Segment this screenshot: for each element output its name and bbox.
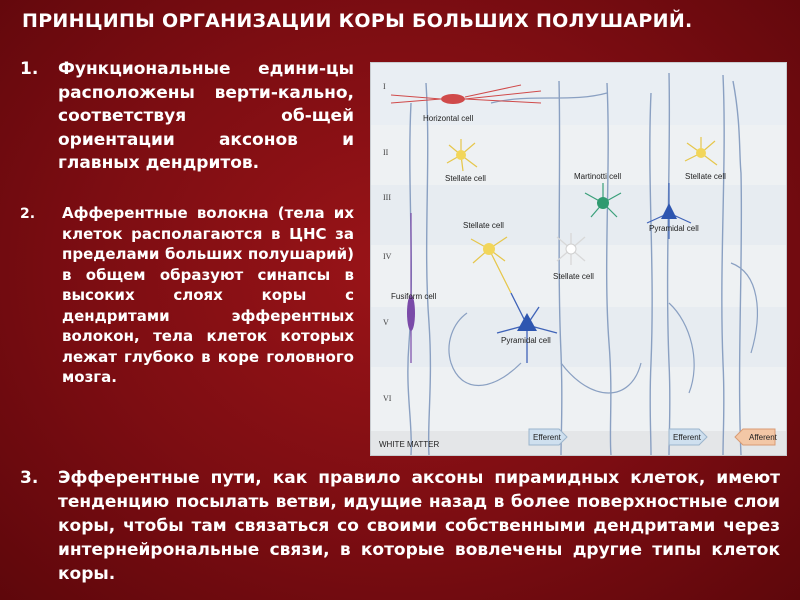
layer-label-2: II: [383, 148, 389, 157]
cortex-diagram-svg: [371, 63, 786, 455]
point-1-number: 1.: [20, 59, 39, 79]
label-pyramidal-right: Pyramidal cell: [649, 224, 699, 233]
label-horizontal-cell: Horizontal cell: [423, 114, 474, 123]
label-pyramidal-center: Pyramidal cell: [501, 336, 551, 345]
layer-label-6: VI: [383, 394, 392, 403]
point-3-text: Эфферентные пути, как правило аксоны пирамидных клеток, имеют тенденцию посылать ветви, идущие назад в более поверхностные слои коры, чтобы там связаться со своими собственными дендритами через интернейрональные связи, в которые вовлечены другие типы клеток коры.: [58, 468, 780, 584]
point-2-number: 2.: [20, 206, 36, 222]
point-1: [20, 58, 354, 176]
label-stellate-low: Stellate cell: [553, 272, 594, 281]
label-efferent-right: Efferent: [673, 433, 701, 442]
label-stellate-top-left: Stellate cell: [445, 174, 486, 183]
white-matter-label: WHITE MATTER: [379, 440, 440, 449]
point-1-text: Функциональные едини-цы расположены верти-кально, соответствуя об-щей ориентации аксонов и главных дендритов.: [58, 59, 354, 173]
label-fusiform-cell: Fusiform cell: [391, 292, 437, 301]
label-stellate-top-right: Stellate cell: [685, 172, 726, 181]
slide-title: ПРИНЦИПЫ ОРГАНИЗАЦИИ КОРЫ БОЛЬШИХ ПОЛУШАРИЙ.: [22, 10, 693, 32]
label-stellate-mid: Stellate cell: [463, 221, 504, 230]
point-2: [20, 203, 354, 388]
point-3: [20, 466, 780, 586]
layer-band-5: [371, 307, 786, 367]
point-3-number: 3.: [20, 468, 39, 488]
layer-label-5: V: [383, 318, 389, 327]
label-martinotti-cell: Martinotti cell: [574, 172, 622, 181]
label-afferent: Afferent: [749, 433, 777, 442]
point-2-text: Афферентные волокна (тела их клеток располагаются в ЦНС за пределами больших полушарий) в общем образуют синапсы в высоких слоях коры с дендритами эфферентных волокон, тела клеток которых лежат глубоко в коре головного мозга.: [62, 204, 354, 386]
label-efferent-left: Efferent: [533, 433, 561, 442]
layer-label-3: III: [383, 193, 391, 202]
layer-label-4: IV: [383, 252, 392, 261]
cortex-diagram: [370, 62, 787, 456]
layer-label-1: I: [383, 82, 386, 91]
